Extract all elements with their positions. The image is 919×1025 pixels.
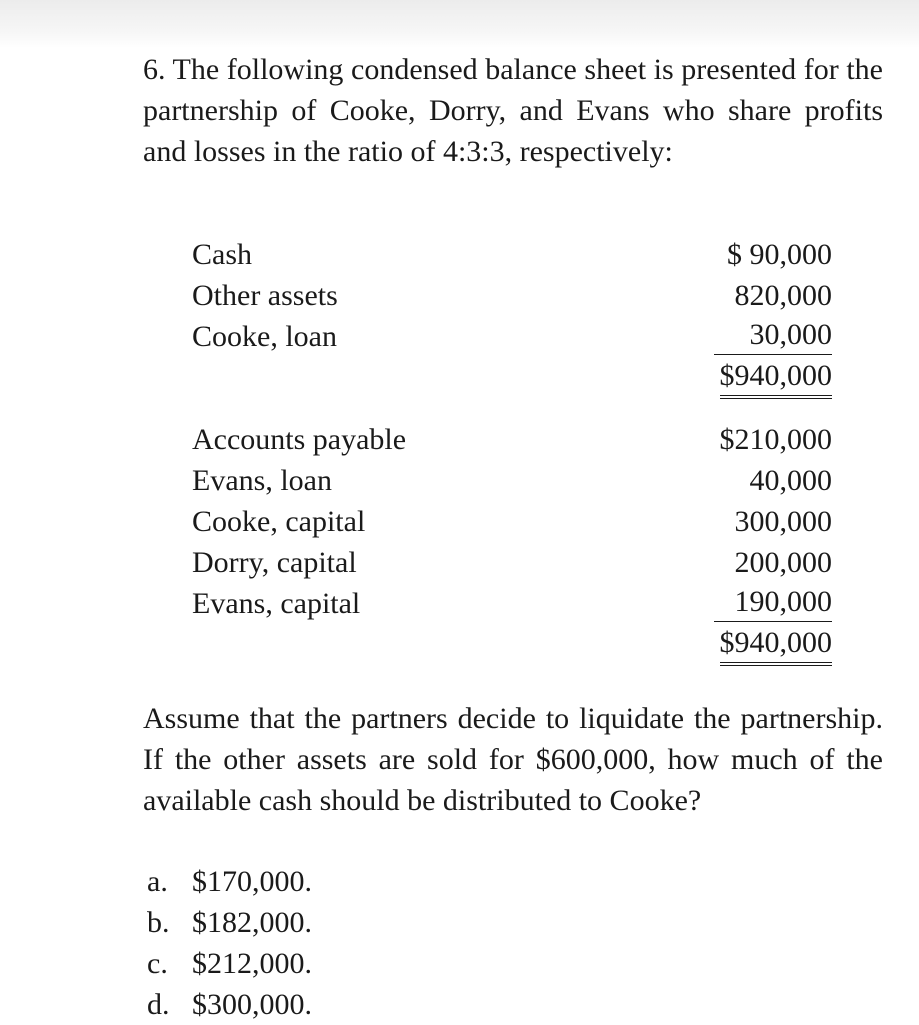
assets-total: $940,000 (720, 357, 833, 399)
option-a[interactable] (143, 861, 312, 902)
total-row (192, 624, 832, 665)
row-amount: $ 90,000 (727, 238, 832, 271)
row-amount: $210,000 (719, 423, 832, 456)
row-label: Evans, loan (192, 464, 332, 497)
table-row (192, 275, 832, 316)
table-row (192, 234, 832, 275)
option-b[interactable] (143, 902, 312, 943)
question-text: 6. The following condensed balance sheet is presented for the partnership of Cooke, Dorry, and Evans who share profits and losses in the ratio of 4:3:3, respectively: (143, 53, 883, 168)
row-label: Cash (192, 238, 252, 271)
answer-options (143, 861, 312, 1025)
option-d[interactable] (143, 984, 312, 1025)
assets-section (192, 234, 832, 398)
row-amount: 190,000 (714, 583, 832, 622)
liabilities-total: $940,000 (720, 624, 833, 666)
row-amount: 300,000 (734, 505, 832, 538)
row-amount: 30,000 (714, 316, 832, 355)
option-letter: d. (147, 988, 170, 1021)
row-label: Evans, capital (192, 587, 361, 620)
option-letter: b. (147, 906, 170, 939)
row-amount: 200,000 (734, 546, 832, 579)
row-amount: 820,000 (734, 279, 832, 312)
row-label: Cooke, capital (192, 505, 366, 538)
option-value: $300,000. (192, 988, 312, 1021)
table-row (192, 460, 832, 501)
total-row (192, 357, 832, 398)
option-c[interactable] (143, 943, 312, 984)
row-label: Accounts payable (192, 423, 407, 456)
option-value: $182,000. (192, 906, 312, 939)
table-row (192, 583, 832, 624)
option-letter: c. (147, 947, 168, 980)
liabilities-equity-section (192, 419, 832, 665)
row-label: Other assets (192, 279, 338, 312)
table-row (192, 501, 832, 542)
table-row (192, 542, 832, 583)
row-label: Cooke, loan (192, 320, 337, 353)
option-value: $212,000. (192, 947, 312, 980)
option-letter: a. (147, 865, 168, 898)
row-amount: 40,000 (749, 464, 832, 497)
option-value: $170,000. (192, 865, 312, 898)
top-bar (0, 0, 919, 48)
prompt-text: Assume that the partners decide to liquidate the partnership. If the other assets are sold for $600,000, how much of the available cash should be distributed to Cooke? (143, 702, 883, 817)
row-label: Dorry, capital (192, 546, 357, 579)
table-row (192, 316, 832, 357)
table-row (192, 419, 832, 460)
